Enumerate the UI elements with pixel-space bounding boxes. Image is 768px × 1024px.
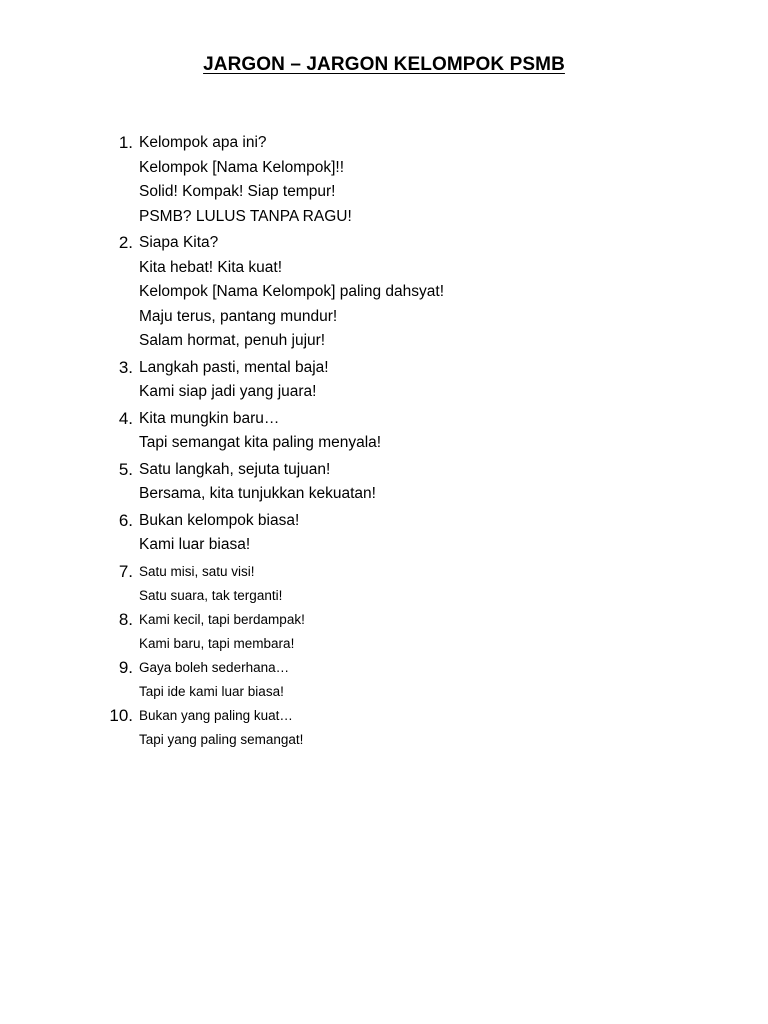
document-title: JARGON – JARGON KELOMPOK PSMB (203, 54, 565, 75)
item-line: Kelompok apa ini? (139, 134, 267, 151)
item-number: 8. (118, 609, 133, 629)
list-item (0, 560, 768, 608)
item-number: 1. (118, 133, 133, 152)
item-number: 9. (118, 657, 133, 677)
item-number: 2. (118, 233, 133, 252)
item-number: 7. (118, 561, 133, 581)
item-line: Tapi yang paling semangat! (139, 731, 304, 747)
item-line: Kelompok [Nama Kelompok] paling dahsyat! (139, 283, 444, 300)
item-line: PSMB? LULUS TANPA RAGU! (139, 207, 352, 225)
item-number: 4. (118, 408, 133, 428)
item-line: Kami siap jadi yang juara! (139, 383, 317, 400)
list-item (0, 656, 768, 704)
item-line: Satu langkah, sejuta tujuan! (139, 460, 331, 478)
item-line: Tapi ide kami luar biasa! (139, 683, 284, 699)
item-line: Siapa Kita? (139, 234, 219, 251)
item-line: Bukan kelompok biasa! (139, 511, 300, 529)
item-line: Solid! Kompak! Siap tempur! (139, 183, 336, 200)
item-line: Kelompok [Nama Kelompok]!! (139, 158, 345, 176)
item-number: 6. (118, 510, 133, 530)
item-line: Satu suara, tak terganti! (139, 587, 283, 603)
item-line: Bukan yang paling kuat… (139, 707, 293, 723)
item-number: 5. (118, 459, 133, 479)
item-line: Kita mungkin baru… (139, 409, 280, 427)
item-line: Kami kecil, tapi berdampak! (139, 611, 305, 627)
item-number: 3. (118, 357, 133, 377)
list-item (0, 458, 768, 507)
item-line: Salam hormat, penuh jujur! (139, 332, 326, 349)
item-line: Kami luar biasa! (139, 536, 251, 553)
list-item (0, 608, 768, 656)
item-line: Tapi semangat kita paling menyala! (139, 434, 382, 451)
item-line: Langkah pasti, mental baja! (139, 358, 329, 376)
list-item (0, 704, 768, 752)
list-item (0, 231, 768, 354)
list-item (0, 407, 768, 456)
list-item (0, 131, 768, 229)
item-number: 10. (109, 705, 133, 725)
list-item (0, 356, 768, 405)
list-item (0, 509, 768, 558)
item-line: Maju terus, pantang mundur! (139, 307, 338, 325)
item-line: Gaya boleh sederhana… (139, 659, 290, 675)
item-line: Kita hebat! Kita kuat! (139, 258, 283, 276)
item-line: Bersama, kita tunjukkan kekuatan! (139, 485, 376, 502)
item-line: Kami baru, tapi membara! (139, 635, 295, 651)
item-line: Satu misi, satu visi! (139, 563, 255, 579)
jargon-list (0, 131, 768, 752)
